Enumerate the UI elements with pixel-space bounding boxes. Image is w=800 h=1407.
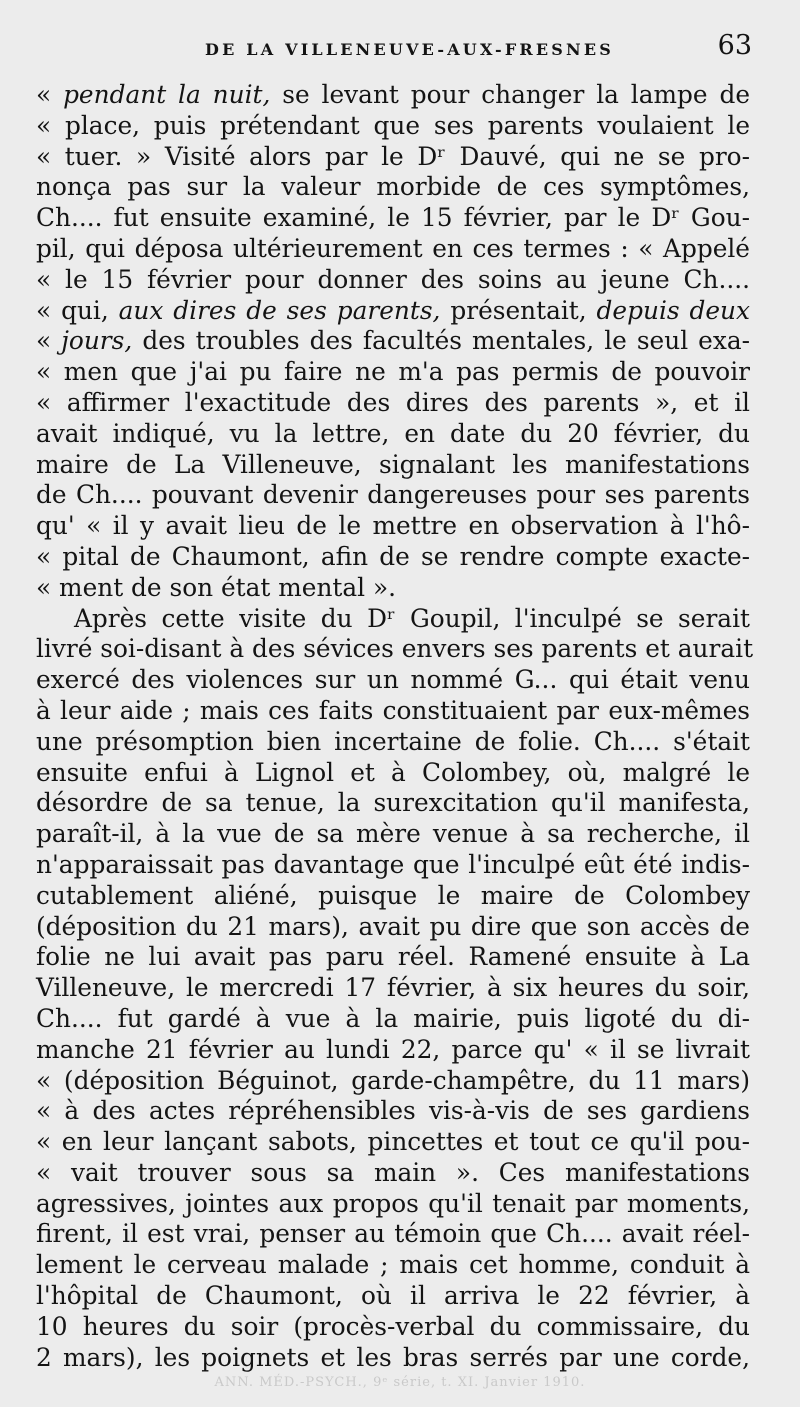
text-span: « men que j'ai pu faire ne m'a pas permis de pouvoir (36, 357, 750, 387)
text-span: 10 heures du soir (procès-verbal du commissaire, du (36, 1311, 750, 1341)
page-number: 63 (717, 30, 752, 61)
text-span: « tuer. » Visité alors par le Dʳ Dauvé, qui ne se pro- (36, 141, 750, 171)
text-line (0, 573, 800, 604)
italic-text: jours, (61, 326, 133, 356)
text-line (0, 634, 800, 665)
text-span: l'hôpital de Chaumont, où il arriva le 22 février, à (36, 1281, 750, 1311)
text-span: « place, puis prétendant que ses parents voulaient le (36, 110, 750, 140)
text-span: de Ch.... pouvant devenir dangereuses pour ses parents (36, 480, 750, 510)
text-span: « le 15 février pour donner des soins au jeune Ch.... (36, 264, 750, 294)
text-line (0, 727, 800, 758)
text-span: pil, qui déposa ultérieurement en ces termes : « Appelé (36, 233, 750, 263)
text-span: ensuite enfui à Lignol et à Colombey, où, malgré le (36, 757, 750, 787)
text-line (0, 881, 800, 912)
text-line (0, 296, 800, 327)
text-line (0, 111, 800, 142)
text-line (0, 973, 800, 1004)
text-span: « ment de son état mental ». (36, 572, 397, 602)
text-line (0, 419, 800, 450)
text-line (0, 1066, 800, 1097)
text-span: qu' « il y avait lieu de le mettre en observation à l'hô- (36, 511, 750, 541)
text-span: des troubles des facultés mentales, le seul exa- (132, 326, 750, 356)
text-span: se levant pour changer la lampe de (270, 80, 750, 109)
text-line (0, 172, 800, 203)
text-span: nonça pas sur la valeur morbide de ces symptômes, (36, 172, 750, 202)
text-line (0, 1250, 800, 1281)
text-line (0, 942, 800, 973)
text-line (0, 1343, 800, 1374)
text-span: « (déposition Béguinot, garde-champêtre, du 11 mars) (36, 1065, 750, 1095)
text-span: « pital de Chaumont, afin de se rendre compte exacte- (36, 541, 750, 571)
text-line (0, 1281, 800, 1312)
text-line (0, 80, 800, 111)
text-line (0, 1158, 800, 1189)
text-span: Villeneuve, le mercredi 17 février, à six heures du soir, (36, 973, 750, 1003)
text-span: présentait, (440, 295, 597, 325)
text-line (0, 850, 800, 881)
text-span: lement le cerveau malade ; mais cet homme, conduit à (36, 1250, 750, 1280)
text-line (0, 326, 800, 357)
text-line (0, 1189, 800, 1220)
text-span: une présomption bien incertaine de folie. Ch.... s'était (36, 726, 750, 756)
text-span: Ch.... fut ensuite examiné, le 15 février, par le Dʳ Gou- (36, 203, 750, 233)
page-header (0, 26, 800, 76)
text-line (0, 142, 800, 173)
text-line (0, 604, 800, 635)
text-span: 2 mars), les poignets et les bras serrés par une corde, (36, 1342, 750, 1372)
text-span: paraît-il, à la vue de sa mère venue à sa recherche, il (36, 819, 750, 849)
page-footer: ANN. MÉD.-PSYCH., 9ᵉ série, t. XI. Janvier 1910. (214, 1375, 586, 1390)
text-line (0, 480, 800, 511)
text-span: manche 21 février au lundi 22, parce qu' « il se livrait (36, 1034, 750, 1064)
text-span: livré soi-disant à des sévices envers ses parents et aurait (36, 634, 754, 664)
text-span: agressives, jointes aux propos qu'il tenait par moments, (36, 1188, 750, 1218)
text-line (0, 1096, 800, 1127)
text-span: (déposition du 21 mars), avait pu dire que son accès de (36, 911, 750, 941)
text-span: « (36, 80, 64, 109)
italic-text: pendant la nuit, (63, 80, 271, 109)
text-span: folie ne lui avait pas paru réel. Ramené ensuite à La (36, 942, 750, 972)
text-line (0, 665, 800, 696)
text-line (0, 542, 800, 573)
text-line (0, 1004, 800, 1035)
italic-text: depuis deux (596, 295, 750, 325)
text-line (0, 203, 800, 234)
text-span: « vait trouver sous sa main ». Ces manifestations (36, 1157, 750, 1187)
text-line (0, 1127, 800, 1158)
text-span: cutablement aliéné, puisque le maire de Colombey (36, 880, 750, 910)
text-line (0, 1219, 800, 1250)
text-line (0, 357, 800, 388)
text-span: « en leur lançant sabots, pincettes et tout ce qu'il pou- (36, 1127, 750, 1157)
text-line (0, 388, 800, 419)
text-line (0, 819, 800, 850)
text-line (0, 696, 800, 727)
body-text (0, 80, 800, 1373)
italic-text: aux dires de ses parents, (118, 295, 441, 325)
text-span: avait indiqué, vu la lettre, en date du 20 février, du (36, 418, 750, 448)
text-span: Après cette visite du Dʳ Goupil, l'inculpé se serait (74, 603, 750, 633)
text-line (0, 450, 800, 481)
text-line (0, 912, 800, 943)
text-line (0, 511, 800, 542)
text-span: n'apparaissait pas davantage que l'inculpé eût été indis- (36, 849, 750, 879)
text-line (0, 1035, 800, 1066)
text-span: désordre de sa tenue, la surexcitation qu'il manifesta, (36, 788, 750, 818)
text-span: firent, il est vrai, penser au témoin que Ch.... avait réel- (36, 1219, 750, 1249)
text-span: « (36, 326, 62, 356)
text-span: Ch.... fut gardé à vue à la mairie, puis ligoté du di- (36, 1003, 750, 1033)
text-span: maire de La Villeneuve, signalant les manifestations (36, 449, 750, 479)
text-span: « qui, (36, 295, 119, 325)
text-span: « à des actes répréhensibles vis-à-vis de ses gardiens (36, 1096, 750, 1126)
text-line (0, 1312, 800, 1343)
text-span: « affirmer l'exactitude des dires des parents », et il (36, 387, 750, 417)
text-line (0, 265, 800, 296)
text-line (0, 758, 800, 789)
text-line (0, 234, 800, 265)
running-title: DE LA VILLENEUVE-AUX-FRESNES (205, 40, 615, 59)
text-span: exercé des violences sur un nommé G... qui était venu (36, 665, 750, 695)
text-line (0, 788, 800, 819)
text-span: à leur aide ; mais ces faits constituaient par eux-mêmes (36, 695, 750, 725)
